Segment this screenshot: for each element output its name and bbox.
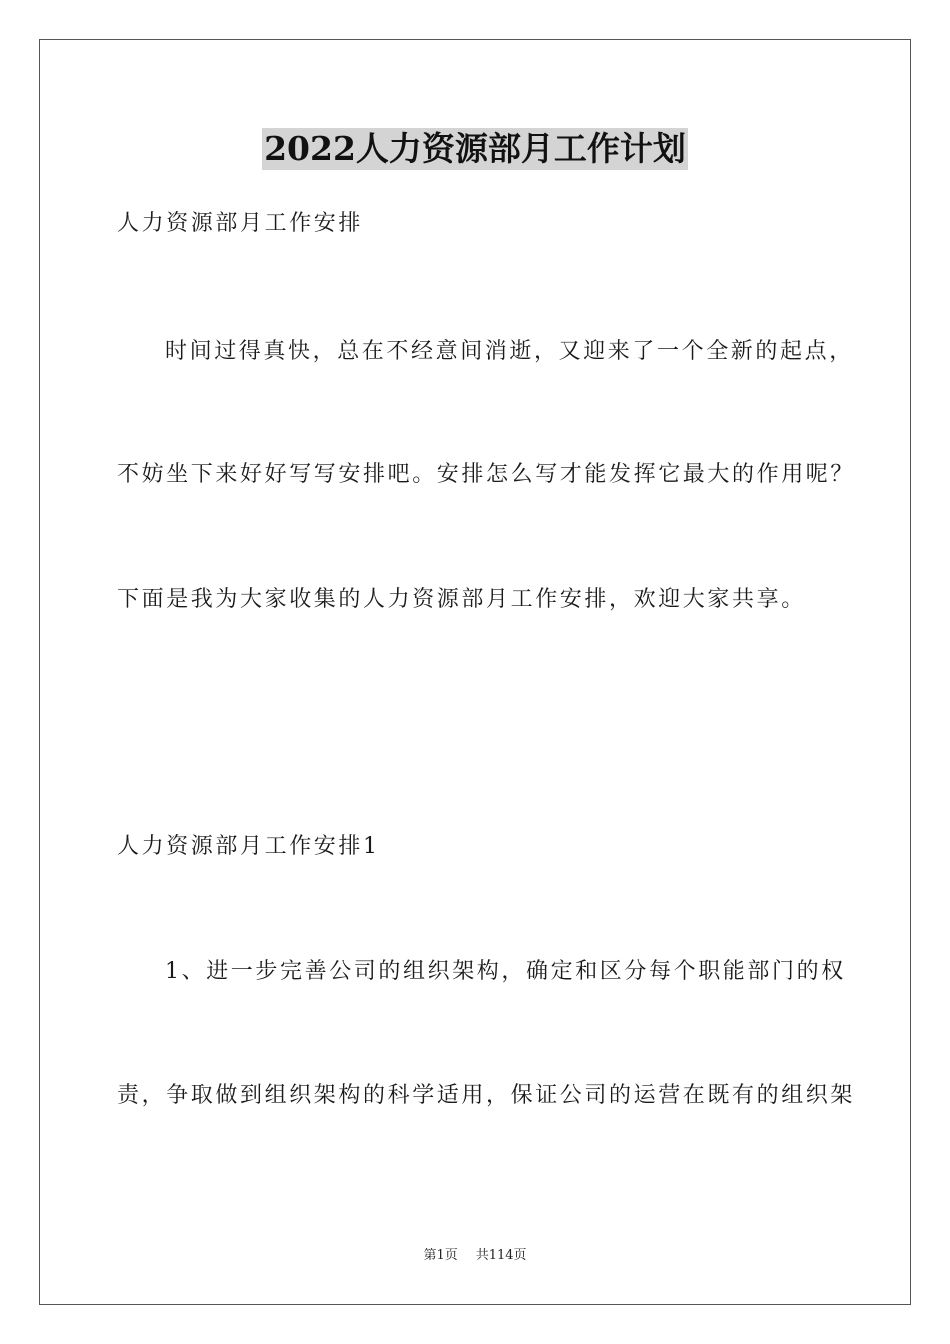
page-number: 第1页 <box>423 1248 458 1263</box>
paragraph-line: 责，争取做到组织架构的科学适用，保证公司的运营在既有的组织架 <box>117 1083 856 1108</box>
paragraph-line: 时间过得真快，总在不经意间消逝，又迎来了一个全新的起点， <box>165 339 854 364</box>
paragraph-line: 不妨坐下来好好写写安排吧。安排怎么写才能发挥它最大的作用呢？ <box>117 462 856 487</box>
document-title: 2022人力资源部月工作计划 <box>264 129 686 168</box>
title-container <box>0 128 950 170</box>
page-total: 共114页 <box>475 1248 527 1263</box>
page-footer <box>0 1247 950 1265</box>
paragraph-line: 1、进一步完善公司的组织架构，确定和区分每个职能部门的权 <box>165 959 846 984</box>
section-heading: 人力资源部月工作安排1 <box>117 834 380 859</box>
section-heading: 人力资源部月工作安排 <box>117 211 364 236</box>
paragraph-line: 下面是我为大家收集的人力资源部月工作安排，欢迎大家共享。 <box>117 587 806 612</box>
